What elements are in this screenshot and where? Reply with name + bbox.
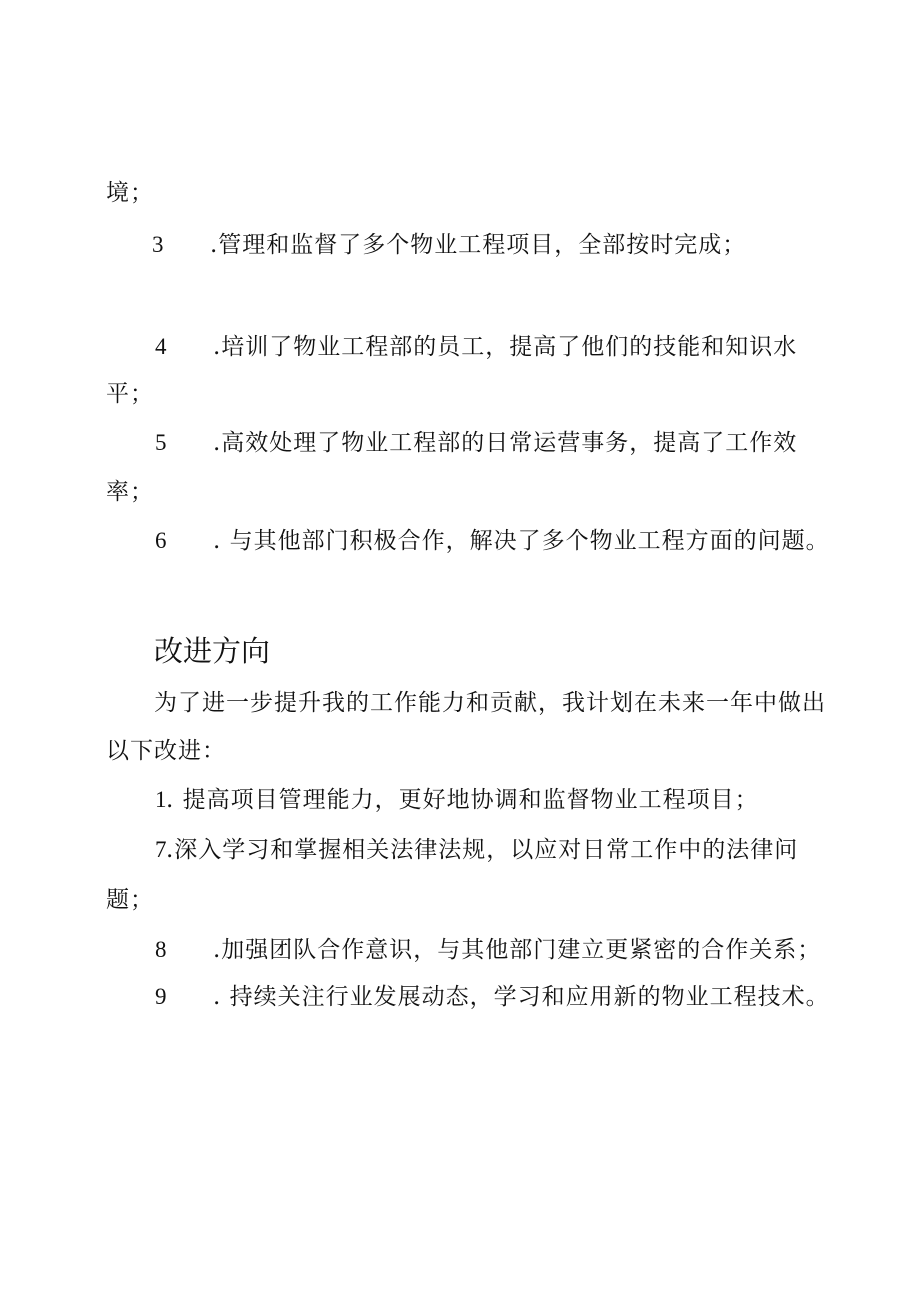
list-number: 5 [155,430,167,455]
list-number: 6 [155,528,167,553]
list-item-text: .加强团队合作意识，与其他部门建立更紧密的合作关系； [213,937,822,963]
list-item-text: .高效处理了物业工程部的日常运营事务，提高了工作效 [213,430,798,456]
list-number: 4 [155,334,167,359]
continuation-text: 率； [106,479,154,505]
list-item-text: .深入学习和掌握相关法律法规，以应对日常工作中的法律问 [166,837,799,863]
list-item-text: . 持续关注行业发展动态，学习和应用新的物业工程技术。 [213,984,830,1010]
list-number: 7 [155,837,167,862]
intro-paragraph: 为了进一步提升我的工作能力和贡献，我计划在未来一年中做出 [154,690,826,716]
continuation-text: 题； [106,887,154,913]
list-item-text: .培训了物业工程部的员工，提高了他们的技能和知识水 [213,334,798,360]
list-number: 1 [155,787,167,812]
list-item-text: . 提高项目管理能力，更好地协调和监督物业工程项目； [166,787,759,813]
intro-paragraph-cont: 以下改进： [106,738,226,764]
continuation-text: 境； [106,180,154,206]
list-number: 9 [155,984,167,1009]
list-item-text: . 与其他部门积极合作，解决了多个物业工程方面的问题。 [213,528,830,554]
continuation-text: 平； [106,381,154,407]
list-item-text: .管理和监督了多个物业工程项目，全部按时完成； [210,232,747,258]
section-heading: 改进方向 [154,634,271,668]
list-number: 3 [152,232,164,257]
list-number: 8 [155,937,167,962]
